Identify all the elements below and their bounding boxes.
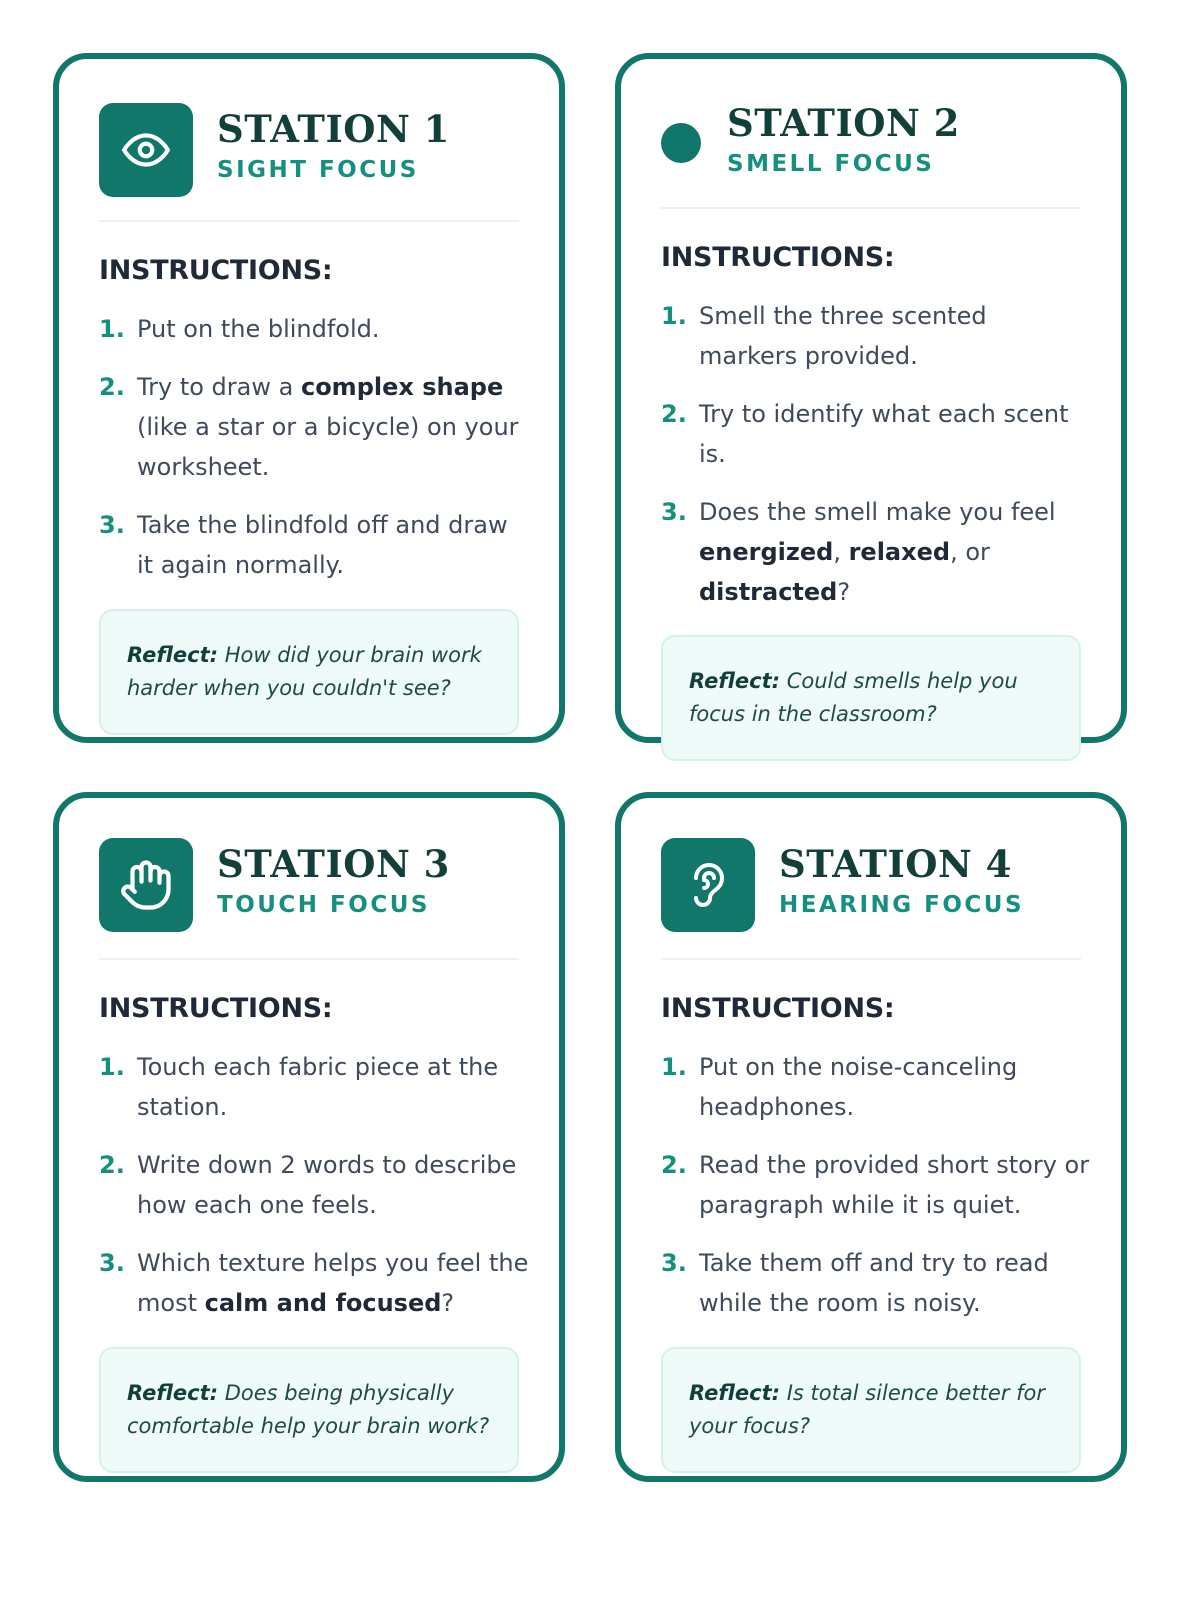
list-item: 1. Smell the three scented markers provided. — [661, 302, 987, 370]
station-card-1 — [53, 53, 565, 743]
station-title: STATION 4 — [779, 842, 1012, 886]
list-item: 3. Which texture helps you feel the most calm and focused? — [99, 1249, 529, 1317]
reflect-box: Reflect: Is total silence better for your focus? — [661, 1347, 1081, 1473]
station-title: STATION 2 — [727, 101, 960, 145]
list-item: 2. Read the provided short story or paragraph while it is quiet. — [661, 1151, 1090, 1219]
station-subtitle: HEARING FOCUS — [779, 892, 1025, 918]
instructions-heading: INSTRUCTIONS: — [661, 993, 895, 1024]
instruction-list — [99, 1047, 529, 1341]
list-item: 3. Take them off and try to read while the room is noisy. — [661, 1249, 1049, 1317]
station-header — [661, 838, 1081, 948]
station-header — [99, 838, 519, 948]
list-item: 1. Put on the blindfold. — [99, 315, 380, 343]
station-subtitle: SMELL FOCUS — [727, 151, 935, 177]
reflect-box: Reflect: How did your brain work harder when you couldn't see? — [99, 609, 519, 735]
divider — [661, 958, 1081, 960]
divider — [661, 207, 1081, 209]
eye-icon — [99, 103, 193, 197]
dot-icon — [661, 123, 701, 163]
list-item: 2. Try to identify what each scent is. — [661, 400, 1069, 468]
station-title: STATION 3 — [217, 842, 450, 886]
list-item: 2. Write down 2 words to describe how each one feels. — [99, 1151, 517, 1219]
instruction-list — [661, 1047, 1091, 1341]
divider — [99, 958, 519, 960]
station-header — [661, 103, 1081, 213]
ear-icon — [661, 838, 755, 932]
station-subtitle: SIGHT FOCUS — [217, 157, 419, 183]
station-card-3 — [53, 792, 565, 1482]
list-item: 3. Does the smell make you feel energized, relaxed, or distracted? — [661, 498, 1056, 606]
list-item: 3. Take the blindfold off and draw it again normally. — [99, 511, 508, 579]
hand-icon — [99, 838, 193, 932]
instructions-heading: INSTRUCTIONS: — [661, 242, 895, 273]
station-subtitle: TOUCH FOCUS — [217, 892, 430, 918]
station-card-4 — [615, 792, 1127, 1482]
instruction-list — [99, 309, 529, 603]
station-title: STATION 1 — [217, 107, 450, 151]
reflect-box: Reflect: Does being physically comfortable help your brain work? — [99, 1347, 519, 1473]
list-item: 2. Try to draw a complex shape (like a star or a bicycle) on your worksheet. — [99, 373, 519, 481]
station-header — [99, 103, 519, 213]
list-item: 1. Put on the noise-canceling headphones. — [661, 1053, 1018, 1121]
station-card-2 — [615, 53, 1127, 743]
instructions-heading: INSTRUCTIONS: — [99, 255, 333, 286]
list-item: 1. Touch each fabric piece at the station. — [99, 1053, 499, 1121]
divider — [99, 220, 519, 222]
instruction-list — [661, 296, 1091, 630]
reflect-box: Reflect: Could smells help you focus in the classroom? — [661, 635, 1081, 761]
instructions-heading: INSTRUCTIONS: — [99, 993, 333, 1024]
